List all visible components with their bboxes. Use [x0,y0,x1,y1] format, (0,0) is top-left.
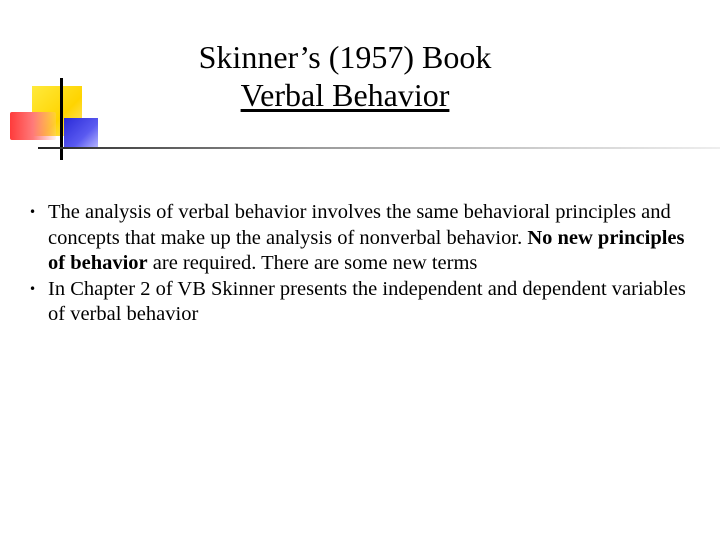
bullet-list [28,200,688,328]
bullet-1-text-end: are required. There are some new terms [147,252,478,274]
bullet-2-text: In Chapter 2 of VB Skinner presents the independent and dependent variables of verbal behavior [48,277,686,325]
bullet-item-1 [28,200,688,277]
title-line-2: Verbal Behavior [240,77,450,113]
bullet-dot-icon: • [29,281,37,296]
bullet-item-2 [28,277,688,328]
bullet-1-text-start: The analysis of verbal behavior involves the same behavioral principles and concepts that make up the analysis of nonverbal behavior. [48,201,671,249]
bullet-dot-icon: • [29,205,37,219]
logo-red-bar [10,112,56,140]
title-line-1: Skinner’s (1957) Book [198,39,492,75]
slide-title [150,38,540,114]
logo-blue-square [64,118,98,148]
title-divider-line [38,147,720,149]
bullet-1-bold-text: No new principles of behavior [48,226,685,274]
